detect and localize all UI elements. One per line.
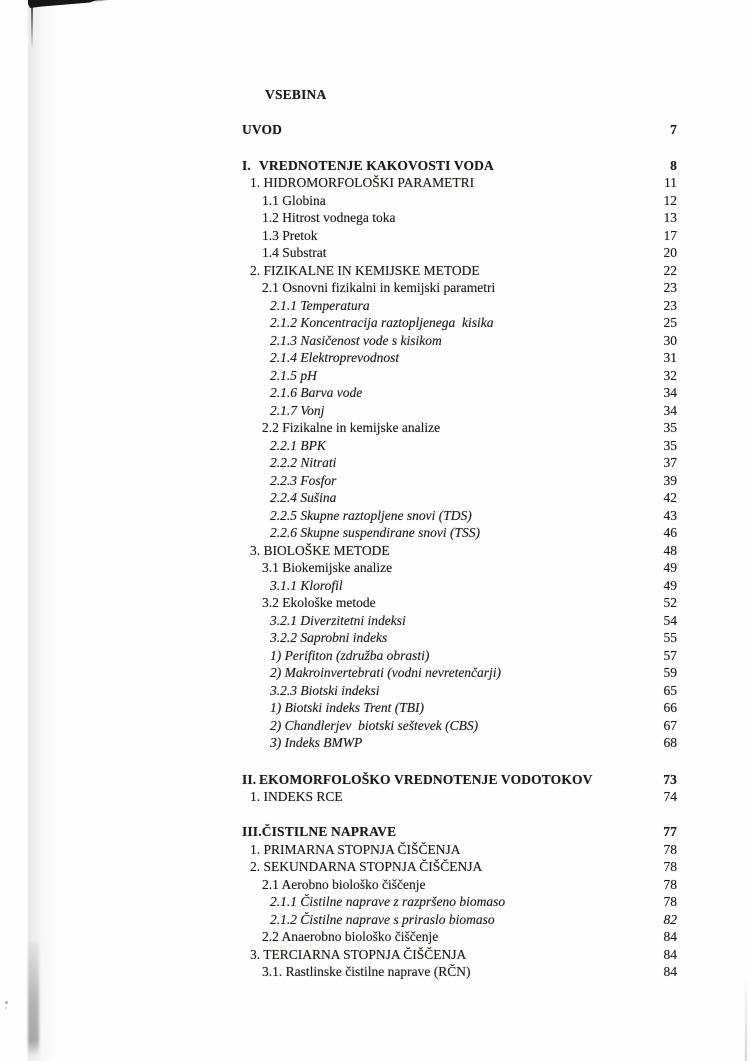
toc-row bbox=[242, 612, 677, 630]
toc-entry-label: 2.2.6 Skupne suspendirane snovi (TSS) bbox=[270, 525, 480, 540]
toc-entry-label: 2.2.5 Skupne raztopljene snovi (TDS) bbox=[270, 507, 472, 523]
toc-entry-label: 3.2.2 Saprobni indeks bbox=[270, 630, 388, 645]
toc-entry-page-number: 7 bbox=[670, 121, 677, 137]
toc-row bbox=[242, 699, 677, 717]
toc-entry-label: 1. HIDROMORFOLOŠKI PARAMETRI bbox=[250, 175, 475, 190]
toc-row bbox=[242, 682, 677, 700]
toc-row bbox=[242, 437, 677, 455]
toc-row bbox=[242, 227, 677, 245]
toc-row bbox=[242, 647, 677, 665]
toc-row bbox=[242, 858, 677, 876]
toc-entry-label: 1.1 Globina bbox=[262, 192, 326, 208]
toc-row bbox=[242, 946, 677, 964]
toc-row bbox=[242, 174, 677, 192]
toc-entry-page-number: 46 bbox=[663, 525, 677, 540]
toc-row bbox=[242, 876, 677, 894]
toc-entry-label: 1) Perifiton (združba obrasti) bbox=[270, 647, 430, 663]
toc-entry-page-number: 82 bbox=[663, 911, 677, 927]
toc-entry-page-number: 11 bbox=[664, 175, 677, 190]
toc-entry-label: 3. TERCIARNA STOPNJA ČIŠČENJA bbox=[250, 946, 467, 962]
toc-entry-page-number: 13 bbox=[663, 210, 677, 225]
toc-entry-page-number: 17 bbox=[663, 227, 677, 243]
toc-entry-label: 3.2 Ekološke metode bbox=[262, 595, 376, 610]
toc-row bbox=[242, 524, 677, 542]
toc-row bbox=[242, 771, 677, 789]
toc-entry-page-number: 42 bbox=[663, 490, 677, 505]
scan-speck bbox=[5, 1001, 8, 1004]
toc-row bbox=[242, 542, 677, 560]
toc-row bbox=[242, 244, 677, 262]
page-edge-line bbox=[745, 982, 747, 1061]
toc-row bbox=[242, 928, 677, 946]
toc-entry-label: 2.1.5 pH bbox=[270, 367, 317, 383]
toc-entry-label: 1.3 Pretok bbox=[262, 227, 318, 243]
toc-row bbox=[242, 332, 677, 350]
toc-entry-label: 1. PRIMARNA STOPNJA ČIŠČENJA bbox=[250, 841, 461, 857]
toc-entry-page-number: 48 bbox=[663, 542, 677, 558]
toc-entry-page-number: 65 bbox=[663, 682, 677, 698]
toc-entry-label: 2) Makroinvertebrati (vodni nevretenčarji) bbox=[270, 665, 502, 680]
toc-entry-page-number: 34 bbox=[663, 402, 677, 418]
toc-entry-label: 3) Indeks BMWP bbox=[270, 735, 363, 750]
toc-entry-label: 1) Biotski indeks Trent (TBI) bbox=[270, 700, 424, 715]
toc-entry-label: UVOD bbox=[242, 121, 283, 137]
toc-entry-page-number: 55 bbox=[663, 630, 677, 645]
toc-entry-page-number: 23 bbox=[663, 297, 677, 313]
toc-entry-page-number: 35 bbox=[663, 437, 677, 453]
toc-entry-number: II. bbox=[242, 771, 257, 787]
toc-row bbox=[242, 507, 677, 525]
toc-entry-page-number: 66 bbox=[663, 700, 677, 715]
toc-entry-label: EKOMORFOLOŠKO VREDNOTENJE VODOTOKOV bbox=[259, 771, 593, 787]
toc-entry-label: 2.1 Aerobno biološko čiščenje bbox=[262, 876, 426, 892]
toc-entry-page-number: 35 bbox=[663, 420, 677, 435]
toc-entry-page-number: 43 bbox=[663, 507, 677, 523]
scan-corner-line-artifact bbox=[31, 4, 33, 50]
toc-entry-label: 2. SEKUNDARNA STOPNJA ČIŠČENJA bbox=[250, 859, 483, 874]
toc-row bbox=[242, 734, 677, 752]
toc-entry-page-number: 84 bbox=[663, 929, 677, 944]
toc-row bbox=[242, 893, 677, 911]
toc-row bbox=[242, 384, 677, 402]
scan-corner-artifact bbox=[0, 0, 120, 20]
toc-row bbox=[242, 121, 677, 139]
toc-row bbox=[242, 349, 677, 367]
toc-entry-number: I. bbox=[242, 157, 251, 173]
toc-entry-label: 2) Chandlerjev biotski seštevek (CBS) bbox=[270, 717, 479, 733]
toc-entry-label: 2.2.2 Nitrati bbox=[270, 455, 337, 470]
page-title: VSEBINA bbox=[265, 87, 327, 102]
toc-row bbox=[242, 664, 677, 682]
toc-entry-page-number: 31 bbox=[663, 350, 677, 365]
toc-entry-page-number: 67 bbox=[663, 717, 677, 733]
toc-row bbox=[242, 209, 677, 227]
toc-row bbox=[242, 559, 677, 577]
toc-entry-label: ČISTILNE NAPRAVE bbox=[261, 824, 397, 839]
toc-entry-label: 2.2.4 Sušina bbox=[270, 490, 337, 505]
toc-row bbox=[242, 262, 677, 280]
toc-row bbox=[242, 788, 677, 806]
toc-entry-label: 1.4 Substrat bbox=[262, 245, 327, 260]
toc-entry-label: 2.1.7 Vonj bbox=[270, 402, 325, 418]
book-spine-shadow bbox=[28, 0, 58, 1061]
toc-entry-page-number: 68 bbox=[663, 735, 677, 750]
book-spine-shadow-bottom bbox=[28, 942, 39, 1054]
toc-entry-page-number: 34 bbox=[663, 385, 677, 400]
toc-entry-label: 3.1. Rastlinske čistilne naprave (RČN) bbox=[262, 964, 471, 979]
toc-entry-label: 2.2.3 Fosfor bbox=[270, 472, 337, 488]
toc-entry-page-number: 22 bbox=[663, 262, 677, 278]
toc-entry-label: 2.1.4 Elektroprevodnost bbox=[270, 350, 400, 365]
toc-entry-page-number: 37 bbox=[663, 455, 677, 470]
toc-entry-page-number: 49 bbox=[663, 560, 677, 575]
toc-row bbox=[242, 157, 677, 175]
toc-entry-number: III. bbox=[242, 824, 262, 839]
toc-entry-page-number: 23 bbox=[663, 280, 677, 295]
toc-entry-label: 2.2.1 BPK bbox=[270, 437, 326, 453]
toc-entry-page-number: 49 bbox=[663, 577, 677, 593]
toc-row bbox=[242, 472, 677, 490]
toc-row bbox=[242, 314, 677, 332]
toc-entry-label: 2.1.6 Barva vode bbox=[270, 385, 363, 400]
toc-entry-page-number: 78 bbox=[663, 876, 677, 892]
toc-entry-label: 1.2 Hitrost vodnega toka bbox=[262, 210, 396, 225]
toc-entry-page-number: 12 bbox=[663, 192, 677, 208]
toc-row bbox=[242, 297, 677, 315]
toc-row bbox=[242, 279, 677, 297]
toc-entry-label: 1. INDEKS RCE bbox=[250, 789, 343, 804]
scan-speck bbox=[5, 1007, 7, 1009]
toc-entry-page-number: 52 bbox=[663, 595, 677, 610]
toc-entry-label: 3.1 Biokemijske analize bbox=[262, 560, 393, 575]
toc-entry-label: 3.2.3 Biotski indeksi bbox=[270, 682, 380, 698]
toc-entry-label: 2. FIZIKALNE IN KEMIJSKE METODE bbox=[250, 262, 480, 278]
table-of-contents bbox=[242, 86, 677, 981]
toc-row bbox=[242, 577, 677, 595]
toc-entry-page-number: 32 bbox=[663, 367, 677, 383]
toc-entry-page-number: 84 bbox=[663, 964, 677, 979]
toc-row bbox=[242, 454, 677, 472]
toc-entry-page-number: 59 bbox=[663, 665, 677, 680]
toc-entry-label: 2.2 Fizikalne in kemijske analize bbox=[262, 420, 441, 435]
toc-entry-page-number: 30 bbox=[663, 332, 677, 348]
toc-entry-label: 2.2 Anaerobno biološko čiščenje bbox=[262, 929, 439, 944]
toc-row bbox=[242, 594, 677, 612]
toc-entry-label: 2.1.2 Koncentracija raztopljenega kisika bbox=[270, 315, 494, 330]
toc-entry-page-number: 78 bbox=[663, 841, 677, 857]
toc-list bbox=[242, 121, 677, 981]
toc-row bbox=[242, 717, 677, 735]
toc-row bbox=[242, 911, 677, 929]
toc-entry-label: 3. BIOLOŠKE METODE bbox=[250, 542, 390, 558]
toc-entry-label: VREDNOTENJE KAKOVOSTI VODA bbox=[259, 157, 494, 173]
toc-entry-label: 3.1.1 Klorofil bbox=[270, 577, 343, 593]
toc-entry-page-number: 78 bbox=[663, 894, 677, 909]
toc-entry-page-number: 20 bbox=[663, 245, 677, 260]
toc-entry-label: 2.1.2 Čistilne naprave s priraslo biomaso bbox=[270, 911, 495, 927]
toc-entry-page-number: 84 bbox=[663, 946, 677, 962]
toc-entry-label: 2.1 Osnovni fizikalni in kemijski parametri bbox=[262, 280, 496, 295]
toc-row bbox=[242, 841, 677, 859]
toc-row bbox=[242, 629, 677, 647]
toc-entry-label: 2.1.1 Temperatura bbox=[270, 297, 370, 313]
toc-entry-page-number: 57 bbox=[663, 647, 677, 663]
toc-entry-page-number: 78 bbox=[663, 859, 677, 874]
toc-entry-label: 2.1.1 Čistilne naprave z razpršeno biomaso bbox=[270, 894, 506, 909]
toc-row bbox=[242, 419, 677, 437]
toc-entry-page-number: 25 bbox=[663, 315, 677, 330]
toc-row bbox=[242, 192, 677, 210]
toc-entry-page-number: 54 bbox=[663, 612, 677, 628]
toc-entry-page-number: 39 bbox=[663, 472, 677, 488]
toc-row bbox=[242, 823, 677, 841]
toc-entry-page-number: 74 bbox=[663, 789, 677, 804]
toc-entry-page-number: 73 bbox=[663, 771, 677, 787]
toc-entry-page-number: 77 bbox=[663, 824, 677, 839]
toc-entry-page-number: 8 bbox=[670, 157, 677, 173]
toc-row bbox=[242, 489, 677, 507]
toc-entry-label: 2.1.3 Nasičenost vode s kisikom bbox=[270, 332, 442, 348]
toc-entry-label: 3.2.1 Diverzitetni indeksi bbox=[270, 612, 406, 628]
toc-row bbox=[242, 402, 677, 420]
toc-row bbox=[242, 367, 677, 385]
toc-row bbox=[242, 963, 677, 981]
